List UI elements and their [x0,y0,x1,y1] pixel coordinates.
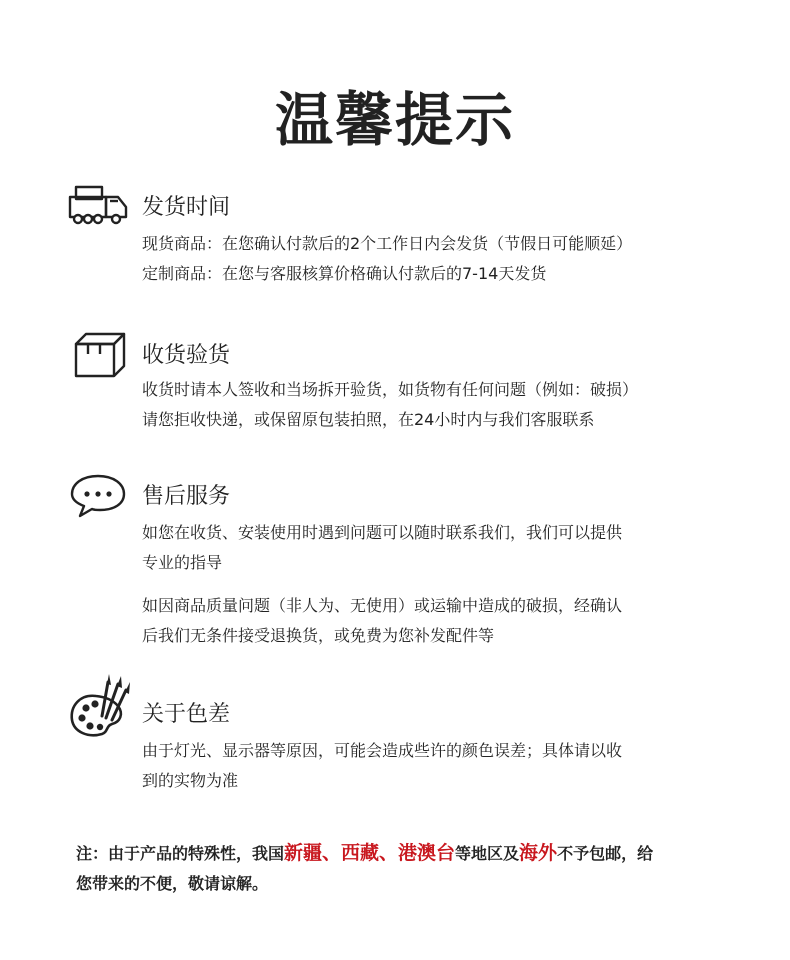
package-box-icon [66,332,130,380]
section-title: 售后服务 [142,484,231,509]
text-line: 后我们无条件接受退换货，或免费为您补发配件等 [142,626,495,645]
text-line: 到的实物为准 [142,771,239,790]
page-title: 温馨提示 [274,86,515,154]
note-overseas-highlight: 海外 [519,842,558,864]
paint-palette-icon [66,674,132,740]
note-line-2: 您带来的不便，敬请谅解。 [76,874,269,893]
text-line: 请您拒收快递，或保留原包装拍照，在24小时内与我们客服联系 [142,410,595,429]
section-shipping-time [66,183,746,293]
section-color-difference [66,674,746,794]
section-title: 发货时间 [142,195,231,220]
section-text [142,229,742,289]
text-line: 由于灯光、显示器等原因，可能会造成些许的颜色误差；具体请以收 [142,741,623,760]
text-line: 专业的指导 [142,553,223,572]
note-suffix: 不予包邮，给 [557,844,654,863]
section-text [142,375,742,435]
text-line: 现货商品：在您确认付款后的2个工作日内会发货（节假日可能顺延） [142,234,633,253]
section-after-sales [66,472,746,652]
chat-bubble-icon [66,472,130,520]
shipping-note [76,838,726,899]
text-line: 定制商品：在您与客服核算价格确认付款后的7-14天发货 [142,264,547,283]
section-text [142,591,742,651]
text-line: 收货时请本人签收和当场拆开验货，如货物有任何问题（例如：破损） [142,380,639,399]
note-regions-highlight: 新疆、西藏、港澳台 [284,842,456,864]
note-prefix: 注：由于产品的特殊性，我国 [76,844,285,863]
note-line-1 [76,838,726,869]
text-line: 如因商品质量问题（非人为、无使用）或运输中造成的破损，经确认 [142,596,623,615]
note-middle: 等地区及 [455,844,520,863]
section-text [142,518,742,578]
section-title: 关于色差 [142,702,231,727]
section-title: 收货验货 [142,343,231,368]
section-text [142,736,742,796]
text-line: 如您在收货、安装使用时遇到问题可以随时联系我们，我们可以提供 [142,523,623,542]
delivery-truck-icon [66,183,130,227]
section-receiving-inspection [66,332,746,442]
